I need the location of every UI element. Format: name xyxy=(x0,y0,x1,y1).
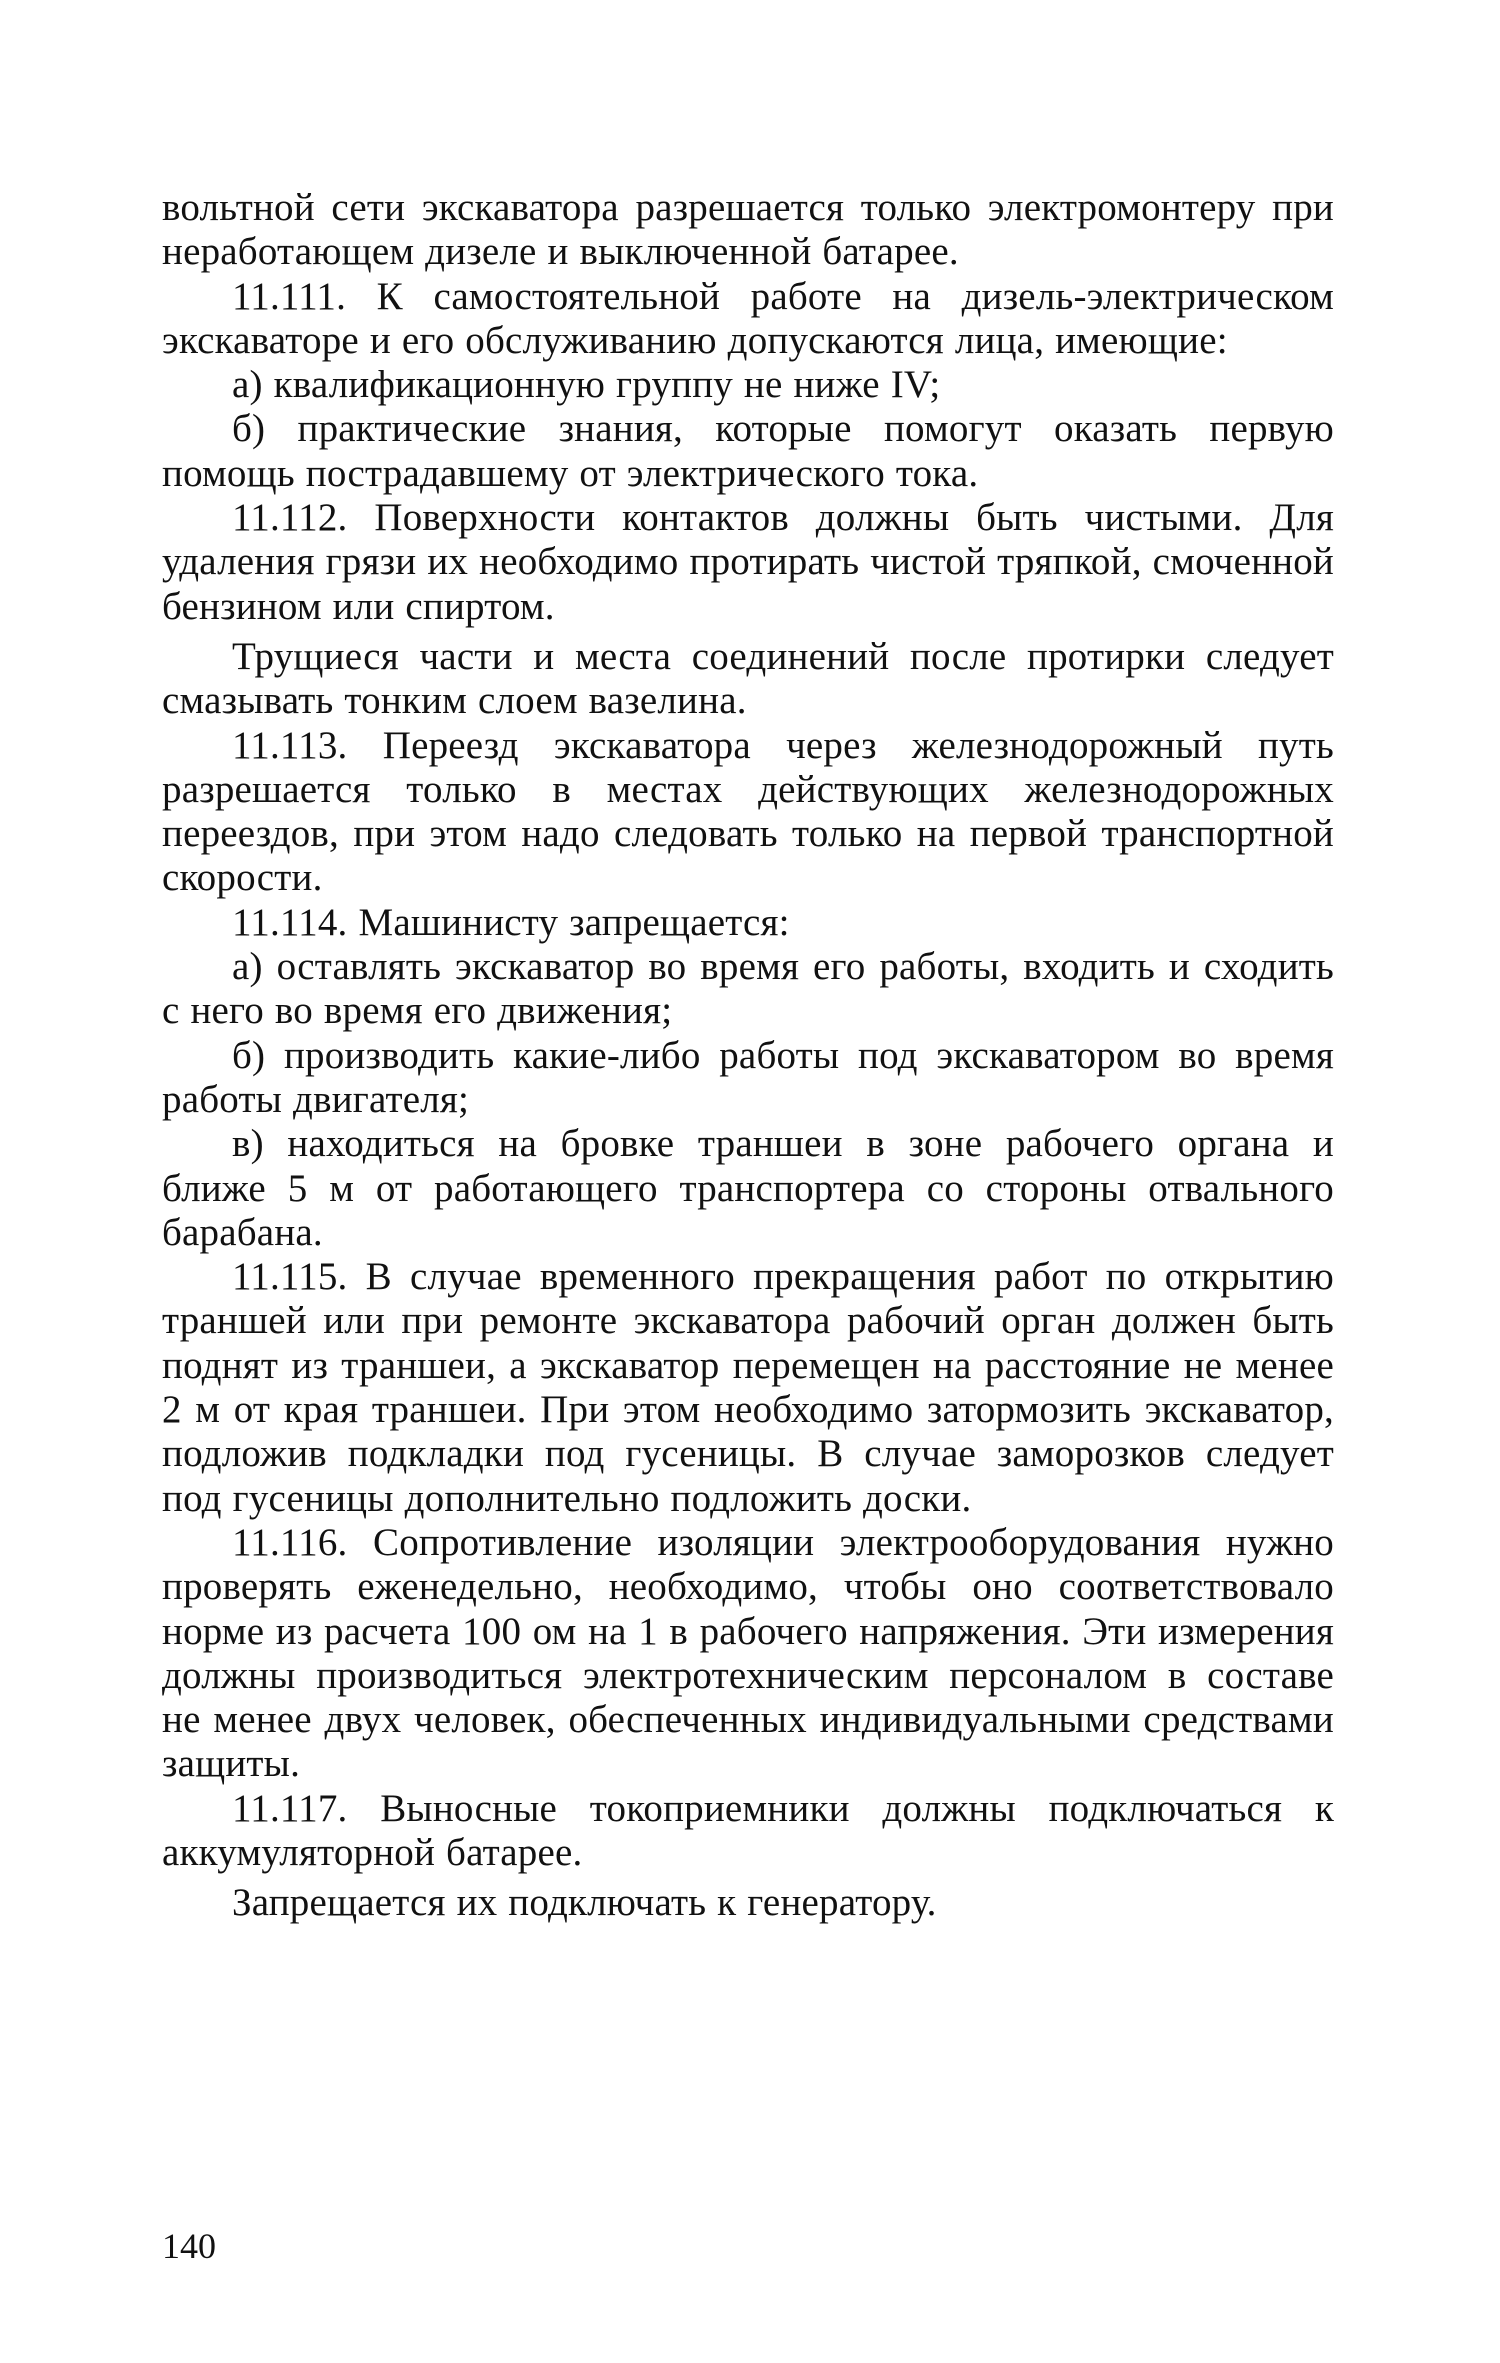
clause-11-116: 11.116. Сопротивление изоляции электрооборудования нужно проверять еженедельно, необходимо, чтобы оно соответствовало норме из расчета 100 ом на 1 в рабочего напряжения. Эти измерения должны производиться электротехническим персоналом в составе не менее двух человек, обеспеченных индивидуальными средствами защиты. xyxy=(162,1520,1334,1786)
clause-11-111: 11.111. К самостоятельной работе на дизель-электрическом экскаваторе и его обслуживанию допускаются лица, имеющие: xyxy=(162,274,1334,362)
page-number: 140 xyxy=(162,2226,216,2266)
body-text xyxy=(162,186,1334,1926)
clause-11-117: 11.117. Выносные токоприемники должны подключаться к аккумуляторной батарее. xyxy=(162,1786,1334,1874)
list-item-a-qualification: а) квалификационную группу не ниже IV; xyxy=(232,363,941,407)
list-item-a-leaving: а) оставлять экскаватор во время его работы, входить и сходить с него во время его движения; xyxy=(162,945,1334,1033)
clause-11-114: 11.114. Машинисту запрещается: xyxy=(232,900,790,944)
clause-11-113: 11.113. Переезд экскаватора через железнодорожный путь разрешается только в местах действующих железнодорожных переездов, при этом надо следовать только на первой транспортной скорости. xyxy=(162,723,1334,900)
list-item-b-work-under: б) производить какие-либо работы под экскаватором во время работы двигателя; xyxy=(162,1033,1334,1121)
clause-11-115: 11.115. В случае временного прекращения работ по открытию траншей или при ремонте экскаватора рабочий орган должен быть поднят из траншеи, а экскаватор перемещен на расстояние не менее 2 м от края траншеи. При этом необходимо затормозить экскаватор, подложив подкладки под гусеницы. В случае заморозков следует под гусеницы дополнительно подложить доски. xyxy=(162,1255,1334,1520)
paragraph-generator: Запрещается их подключать к генератору. xyxy=(232,1881,937,1925)
list-item-c-trench-edge: в) находиться на бровке траншеи в зоне рабочего органа и ближе 5 м от работающего транспортера со стороны отвального барабана. xyxy=(162,1122,1334,1254)
clause-11-112: 11.112. Поверхности контактов должны быть чистыми. Для удаления грязи их необходимо протирать чистой тряпкой, смоченной бензином или спиртом. xyxy=(162,496,1334,628)
paragraph-lubrication: Трущиеся части и места соединений после протирки следует смазывать тонким слоем вазелина. xyxy=(162,634,1334,723)
list-item-b-first-aid: б) практические знания, которые помогут оказать первую помощь пострадавшему от электрического тока. xyxy=(162,407,1334,495)
paragraph-continuation: вольтной сети экскаватора разрешается только электромонтеру при неработающем дизеле и выключенной батарее. xyxy=(162,186,1334,274)
